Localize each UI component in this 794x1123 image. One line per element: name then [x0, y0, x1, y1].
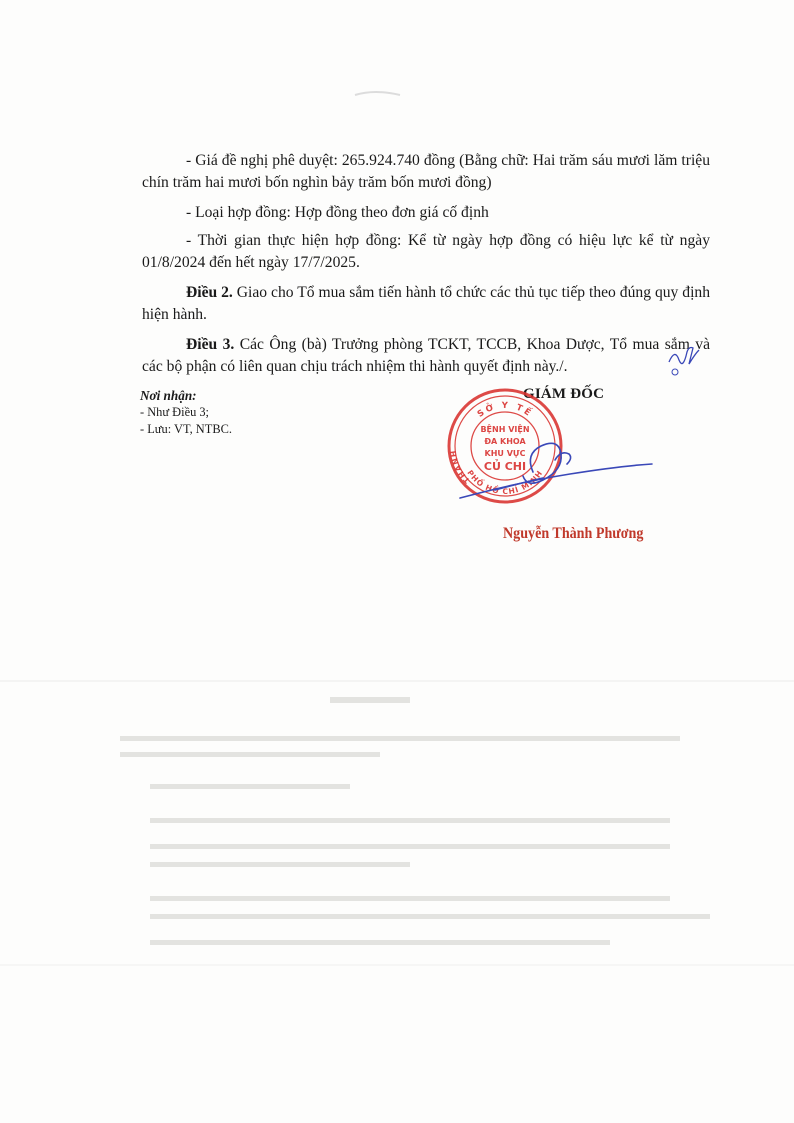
- article-3: [142, 334, 710, 378]
- svg-text:BỆNH VIỆN: BỆNH VIỆN: [480, 425, 530, 434]
- svg-text:SỞ Y TẾ: SỞ Y TẾ: [475, 400, 535, 420]
- svg-text:PHỐ HỒ CHÍ MINH: PHỐ HỒ CHÍ MINH: [465, 468, 545, 497]
- recipients-heading: Nơi nhận:: [140, 388, 197, 403]
- director-signature: [455, 420, 655, 510]
- initials-mark: [664, 340, 704, 380]
- svg-text:ĐA KHOA: ĐA KHOA: [484, 437, 526, 446]
- svg-text:CỦ CHI: CỦ CHI: [483, 460, 527, 473]
- director-title: GIÁM ĐỐC: [523, 386, 605, 402]
- contract-type-line: - Loại hợp đồng: Hợp đồng theo đơn giá cố định: [186, 204, 489, 221]
- article-3-label: Điều 3.: [186, 336, 235, 353]
- article-2-text: Giao cho Tổ mua sắm tiến hành tổ chức các thủ tục tiếp theo đúng quy định hiện hành.: [142, 284, 711, 323]
- article-3-text: Các Ông (bà) Trưởng phòng TCKT, TCCB, Khoa Dược, Tổ mua sắm và các bộ phận có liên quan chịu trách nhiệm thi hành quyết định này./.: [142, 336, 711, 375]
- duration-line: - Thời gian thực hiện hợp đồng: Kể từ ngày hợp đồng có hiệu lực kể từ ngày 01/8/2024 đến hết ngày 17/7/2025.: [142, 232, 710, 271]
- decision-body: [142, 150, 710, 386]
- recipients-block: [140, 387, 232, 438]
- recipient-item: - Lưu: VT, NTBC.: [140, 422, 232, 436]
- signer-name: Nguyễn Thành Phương: [503, 525, 644, 542]
- recipient-item: - Như Điều 3;: [140, 405, 210, 419]
- svg-text:THÀNH: THÀNH: [448, 449, 472, 485]
- svg-text:KHU VỰC: KHU VỰC: [484, 449, 526, 458]
- price-line: - Giá đề nghị phê duyệt: 265.924.740 đồng (Bằng chữ: Hai trăm sáu mươi lăm triệu chín trăm hai mươi bốn nghìn bảy trăm bốn mươi đồng): [142, 152, 710, 191]
- article-2-label: Điều 2.: [186, 284, 233, 301]
- article-2: [142, 282, 710, 326]
